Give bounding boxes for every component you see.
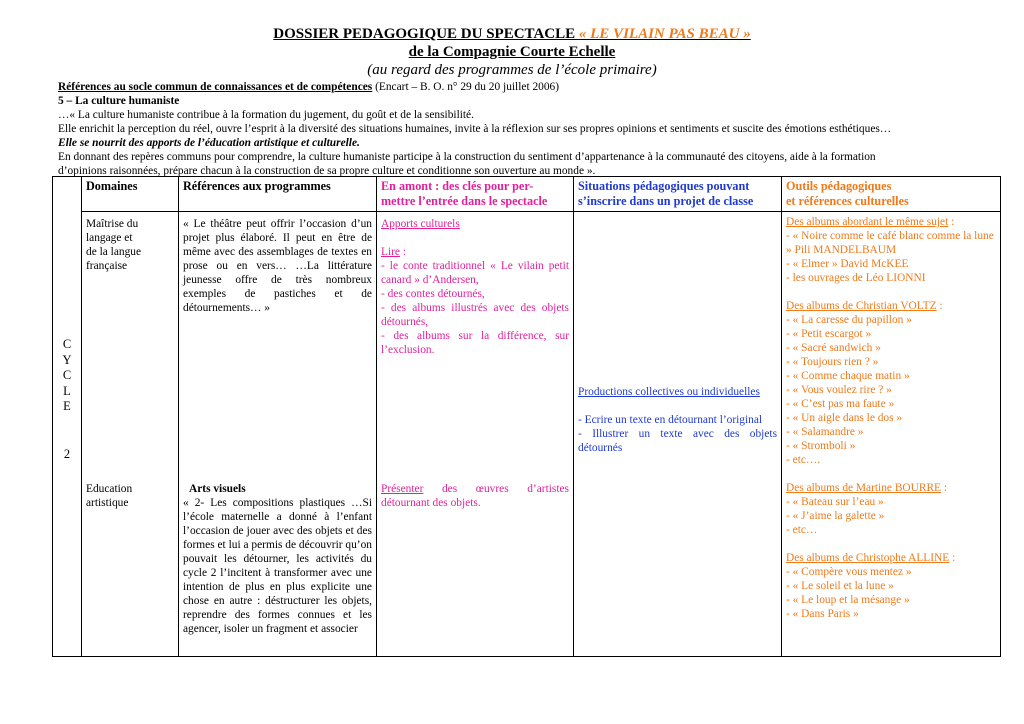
intro-line-5: d’opinions raisonnées, prépare chacun à la construction de sa propre culture et conditionne son ouverture au monde ». [58, 165, 596, 177]
intro-line-3: Elle se nourrit des apports de l’éducation artistique et culturelle. [58, 137, 360, 149]
cycle-number: 2 [63, 447, 71, 461]
intro-line-4: En donnant des repères communs pour comprendre, la culture humaniste participe à la construction du sentiment d’appartenance à la communauté des citoyens, aide à la formation [58, 151, 876, 163]
intro-line-2: Elle enrichit la perception du réel, ouvre l’esprit à la diversité des situations humaines, invite à la réflexion sur ses propres opinions et sentiments et suscite des émotions esthétiques… [58, 123, 892, 135]
situations-content: Productions collectives ou individuelles - Ecrire un texte en détournant l’original - Illustrer un texte avec des objets détournés [578, 386, 777, 454]
situation-item: - Ecrire un texte en détournant l’original [578, 414, 763, 426]
header-references: Références aux programmes [179, 177, 377, 212]
title-prefix: DOSSIER PEDAGOGIQUE DU SPECTACLE [273, 26, 579, 42]
amont-culture: Apports culturels Lire : - le conte traditionnel « Le vilain petit canard » d’Andersen, - des contes détournés, - des albums illustrés avec des objets détournés, - des albums sur la différence, sur l’exclusion. [381, 218, 569, 356]
situations-cell [574, 212, 782, 657]
amont-item: - des albums sur la différence, sur l’exclusion. [381, 330, 569, 356]
outils-group: Des albums abordant le même sujet : - « Noire comme le café blanc comme la lune » Pili MANDELBAUM - « Elmer » David McKEE - les ouvrages de Léo LIONNI [786, 216, 994, 284]
cycle-letters: C Y C L E [62, 337, 72, 413]
references-cell [179, 212, 377, 657]
amont-item: - le conte traditionnel « Le vilain petit canard » d’Andersen, [381, 260, 569, 286]
outils-content [786, 214, 996, 621]
show-title: « LE VILAIN PAS BEAU » [578, 26, 751, 42]
section-heading: 5 – La culture humaniste [58, 95, 180, 107]
outils-group: Des albums de Christophe ALLINE : - « Compère vous mentez » - « Le soleil et la lune » - « Le loup et la mésange » - « Dans Paris » [786, 552, 956, 620]
reference-theatre: « Le théâtre peut offrir l’occasion d’un projet plus élaboré. Il peut en être de même avec des assemblages de textes en prose ou en vers… …La littérature jeunesse offre de très nombreux exemples de pastiches et de détournements… » [183, 218, 372, 314]
company-line: de la Compagnie Courte Echelle [408, 44, 616, 60]
intro-line-1: …« La culture humaniste contribue à la formation du jugement, du goût et de la sensibilité. [58, 109, 474, 121]
outils-group: Des albums de Christian VOLTZ : - « La caresse du papillon » - « Petit escargot » - « Sacré sandwich » - « Toujours rien ? » - « Comme chaque matin » - « Vous voulez rire ? » - « C’est pas ma faute » - « Un aigle dans le dos » - « Salamandre » - « Stromboli » - etc…. [786, 300, 943, 466]
header-situations: Situations pédagogiques pouvant s’inscrire dans un projet de classe [574, 177, 782, 212]
amont-item: - des albums illustrés avec des objets détournés, [381, 302, 569, 328]
amont-presenter: Présenter des œuvres d’artistes détournant des objets. [381, 483, 569, 509]
domaines-cell [82, 212, 179, 657]
header-amont: En amont : des clés pour per- mettre l’entrée dans le spectacle [377, 177, 574, 212]
outils-cell [782, 212, 1001, 657]
pedagogy-table [52, 176, 1001, 657]
intro-text [58, 80, 988, 178]
amont-item: - des contes détournés, [381, 288, 485, 300]
outils-group: Des albums de Martine BOURRE : - « Bateau sur l’eau » - « J’aime la galette » - etc… [786, 482, 948, 536]
amont-cell [377, 212, 574, 657]
cycle-cell [53, 177, 82, 657]
header-outils: Outils pédagogiques et références culturelles [782, 177, 1001, 212]
domain-art: Education artistique [86, 483, 133, 509]
document-title [0, 26, 1024, 43]
reference-arts: Arts visuels « 2- Les compositions plastiques …Si l’école maternelle a donné à l’enfant l’occasion de jouer avec des objets et des formes et lui a permis de découvrir qu’on pouvait les détourner, les activités du cycle 2 l’incitent à transformer avec une intention de plus en plus explicite une chose en autre : déstructurer les objets, reprendre des formes connues et les agencer, isoler un fragment et associer [183, 483, 372, 635]
domain-language: Maîtrise du langage et de la langue française [86, 218, 142, 272]
reference-line: Références au socle commun de connaissances et de compétences (Encart – B. O. n° 29 du 20 juillet 2006) [58, 81, 560, 93]
body-row [53, 212, 1001, 657]
header-domaines: Domaines [82, 177, 179, 212]
situation-item: - Illustrer un texte avec des objets détournés [578, 428, 777, 454]
subtitle: (au regard des programmes de l’école primaire) [367, 62, 657, 78]
header-row [53, 177, 1001, 212]
